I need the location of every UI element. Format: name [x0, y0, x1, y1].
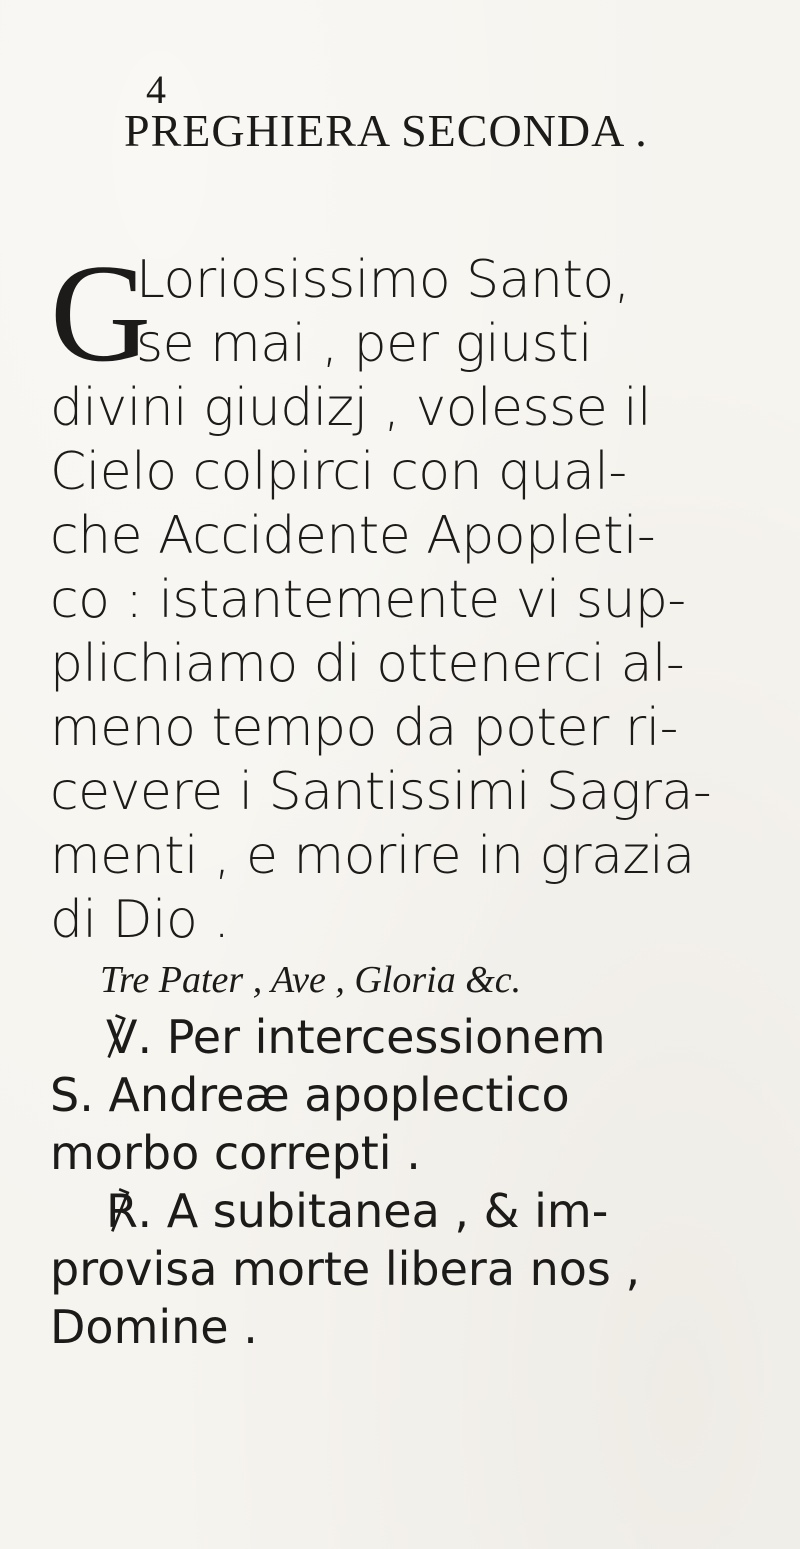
- prayer-line: divini giudizj , volesse il: [50, 378, 652, 438]
- prayer-line: se mai , per giusti: [136, 314, 593, 374]
- prayer-line: cevere i Santissimi Sagra-: [50, 762, 712, 822]
- prayer-line: Loriosissimo Santo,: [136, 250, 630, 310]
- response-line: Domine .: [50, 1300, 258, 1354]
- prayer-line: Cielo colpirci con qual-: [50, 442, 627, 502]
- rubric: Tre Pater , Ave , Gloria &c.: [100, 959, 522, 1001]
- prayer-line: co : istantemente vi sup-: [50, 570, 686, 630]
- drop-cap: G: [50, 236, 152, 391]
- prayer-line: meno tempo da poter ri-: [50, 698, 678, 758]
- prayer-body: [50, 236, 774, 1356]
- prayer-line: menti , e morire in grazia: [50, 826, 695, 886]
- response-line: ℟. A subitanea , & im-: [106, 1184, 609, 1238]
- versicle-line: morbo correpti .: [50, 1126, 421, 1180]
- page-title: PREGHIERA SECONDA .: [124, 105, 648, 156]
- response-line: provisa morte libera nos ,: [50, 1242, 641, 1296]
- prayer-line: di Dio .: [50, 890, 230, 950]
- versicle-line: S. Andreæ apoplectico: [50, 1068, 570, 1122]
- versicle-line: ℣. Per intercessionem: [106, 1010, 606, 1064]
- prayer-line: che Accidente Apopleti-: [50, 506, 656, 566]
- prayer-line: plichiamo di ottenerci al-: [50, 634, 685, 694]
- page-number: 4: [146, 67, 166, 112]
